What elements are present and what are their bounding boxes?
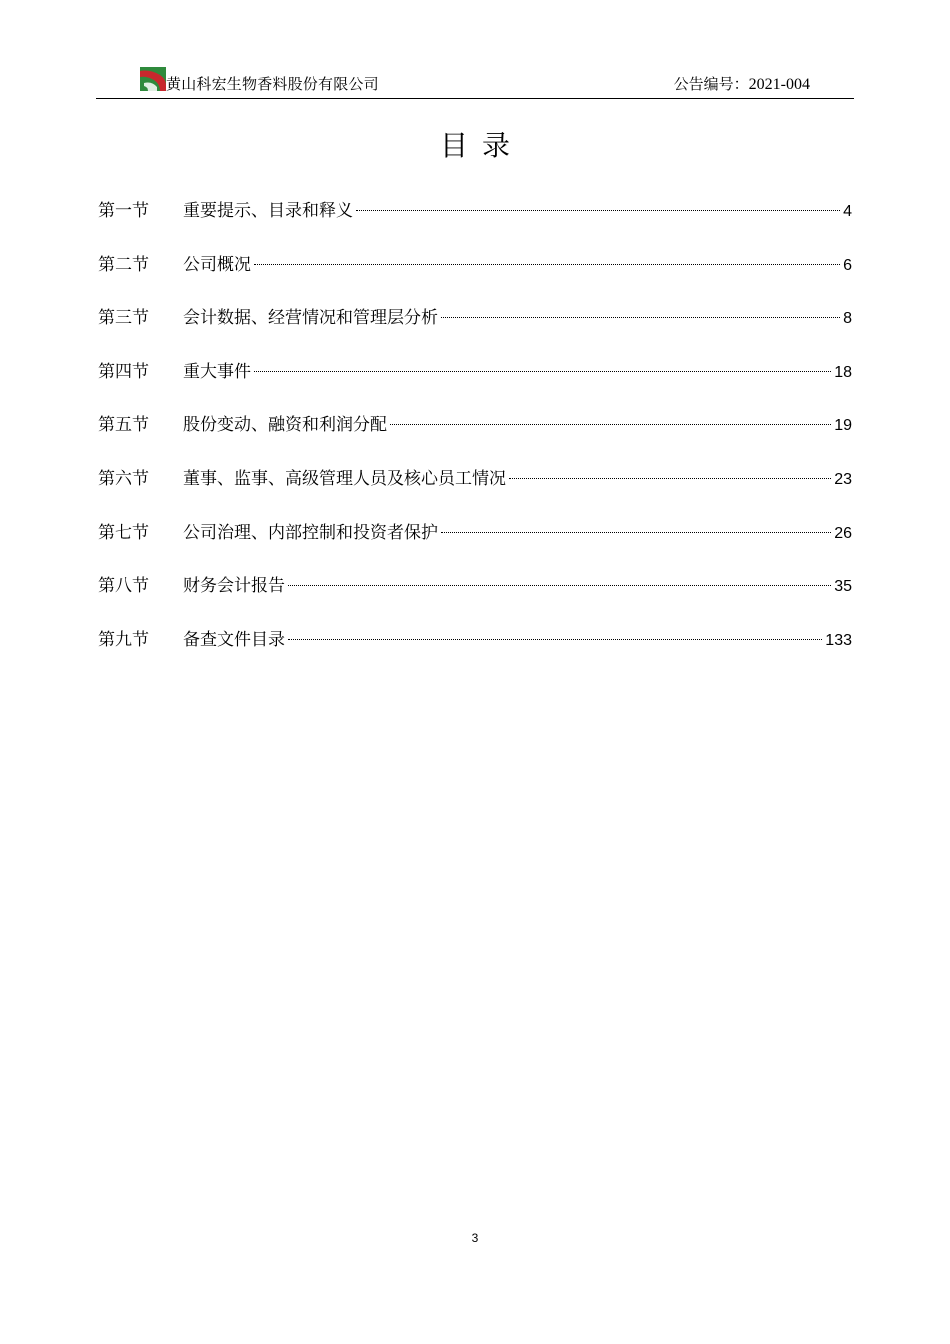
- toc-dot-leader: [441, 317, 840, 318]
- toc-entry-title: 重大事件: [183, 361, 251, 382]
- toc-entry[interactable]: [98, 518, 852, 572]
- toc-entry[interactable]: [98, 250, 852, 304]
- toc-dot-leader: [288, 585, 831, 586]
- toc-section-label: 第六节: [98, 468, 149, 489]
- table-of-contents: [98, 196, 852, 678]
- toc-entry-title: 财务会计报告: [183, 576, 285, 597]
- toc-dot-leader: [390, 424, 831, 425]
- toc-page-number: 6: [843, 256, 852, 274]
- notice-label: 公告编号：: [673, 75, 749, 93]
- toc-page-number: 133: [825, 631, 852, 649]
- toc-entry-title: 股份变动、融资和利润分配: [183, 415, 387, 436]
- toc-page-number: 19: [834, 417, 852, 435]
- toc-page-number: 8: [843, 310, 852, 328]
- toc-entry-title: 公司治理、内部控制和投资者保护: [183, 522, 438, 543]
- toc-section-label: 第二节: [98, 254, 149, 275]
- toc-section-label: 第三节: [98, 308, 149, 329]
- toc-entry[interactable]: [98, 571, 852, 625]
- toc-section-label: 第七节: [98, 522, 149, 543]
- toc-dot-leader: [356, 210, 840, 211]
- toc-page-number: 4: [843, 203, 852, 220]
- page-number: 3: [471, 1231, 479, 1245]
- toc-entry[interactable]: [98, 625, 852, 679]
- toc-entry[interactable]: [98, 410, 852, 464]
- toc-section-label: 第八节: [98, 576, 149, 597]
- toc-entry[interactable]: [98, 196, 852, 250]
- toc-dot-leader: [254, 264, 840, 265]
- toc-page-number: 26: [834, 524, 852, 542]
- toc-entry-title: 会计数据、经营情况和管理层分析: [183, 308, 438, 329]
- toc-page-number: 18: [834, 363, 852, 381]
- toc-section-label: 第九节: [98, 629, 149, 650]
- notice-number: 2021-004: [748, 76, 810, 93]
- toc-section-label: 第五节: [98, 415, 149, 436]
- toc-page-number: 23: [834, 470, 852, 488]
- page-title: 目录: [439, 129, 524, 162]
- page-header: [96, 64, 854, 99]
- toc-entry-title: 备查文件目录: [183, 629, 285, 650]
- toc-entry-title: 董事、监事、高级管理人员及核心员工情况: [183, 468, 506, 489]
- company-logo-icon: [140, 67, 166, 91]
- toc-page-number: 35: [834, 578, 852, 596]
- toc-dot-leader: [254, 371, 831, 372]
- toc-dot-leader: [288, 639, 822, 640]
- toc-entry-title: 公司概况: [183, 254, 251, 275]
- toc-entry[interactable]: [98, 357, 852, 411]
- toc-entry-title: 重要提示、目录和释义: [183, 201, 353, 221]
- toc-section-label: 第一节: [98, 201, 149, 221]
- toc-section-label: 第四节: [98, 361, 149, 382]
- toc-dot-leader: [441, 532, 831, 533]
- notice-id: [674, 74, 810, 95]
- toc-dot-leader: [509, 478, 831, 479]
- company-name: 黄山科宏生物香料股份有限公司: [166, 75, 379, 93]
- toc-entry[interactable]: [98, 303, 852, 357]
- toc-entry[interactable]: [98, 464, 852, 518]
